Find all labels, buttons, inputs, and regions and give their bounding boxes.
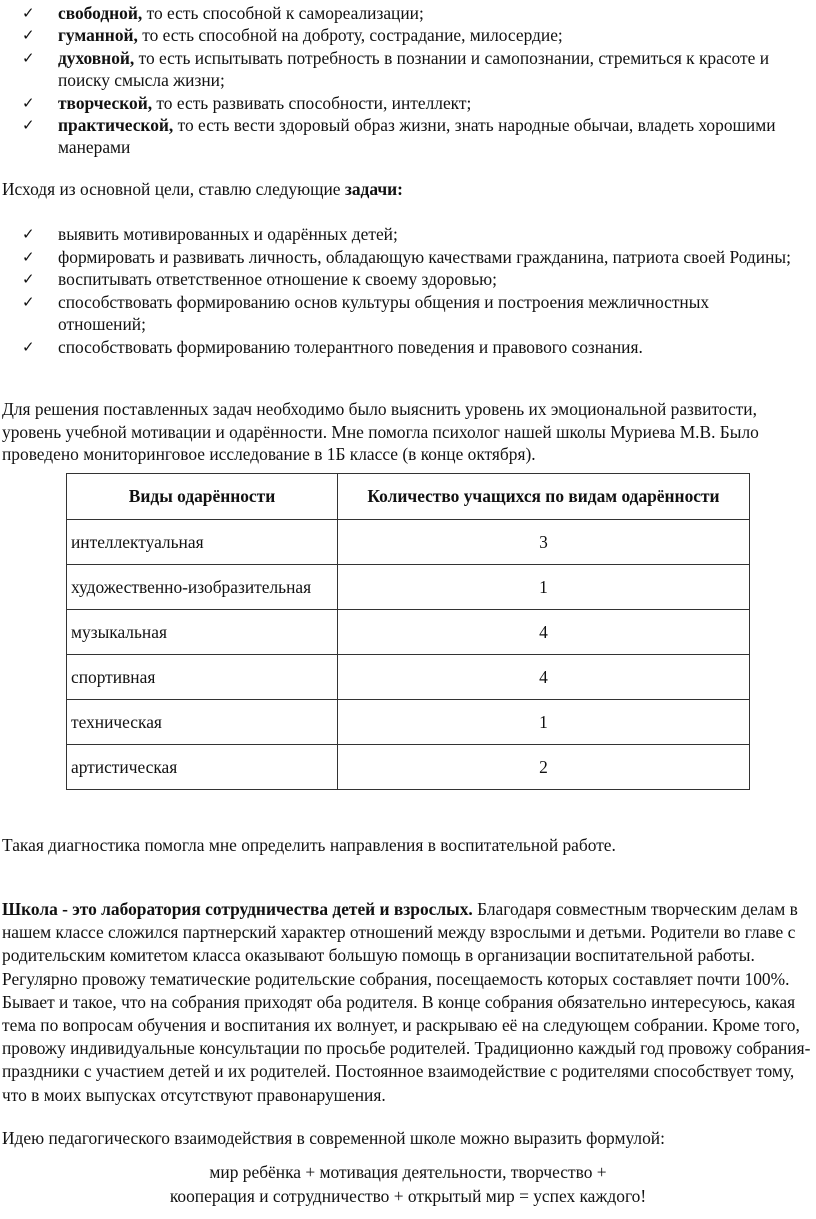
student-count: 4 [338,610,750,655]
task-text: формировать и развивать личность, обладающую качествами гражданина, патриота своей Родины; [58,246,791,267]
student-count: 1 [338,700,750,745]
school-paragraph [2,898,814,1107]
quality-text: то есть развивать способности, интеллект; [152,92,472,113]
student-count: 4 [338,655,750,700]
list-item [0,336,800,359]
list-item [0,223,800,246]
student-count: 3 [338,520,750,565]
checkmark-icon: ✓ [22,26,35,45]
tasks-intro [2,178,814,201]
checkmark-icon: ✓ [22,337,35,356]
giftedness-table [66,473,750,790]
giftedness-type: техническая [67,700,338,745]
giftedness-type: художественно-изобразительная [67,565,338,610]
quality-term: духовной, [58,47,135,68]
checkmark-icon: ✓ [22,225,35,243]
quality-text: то есть вести здоровый образ жизни, знать народные обычаи, владеть хорошими манерами [58,115,776,158]
qualities-list [0,2,800,159]
quality-text: то есть испытывать потребность в познании и самопознании, стремиться к красоте и поиску смысла жизни; [58,47,769,91]
quality-term: гуманной, [58,25,138,46]
table-row [67,655,750,700]
list-item [0,114,800,159]
task-text: способствовать формированию основ культуры общения и построения межличностных отношений; [58,291,710,335]
formula-line-2: кооперация и сотрудничество + открытый мир = успех каждого! [169,1186,647,1206]
table-row [67,610,750,655]
student-count: 1 [338,565,750,610]
diagnostics-sentence: Такая диагностика помогла мне определить направления в воспитательной работе. [2,835,616,855]
student-count: 2 [338,745,750,790]
column-header-type: Виды одарённости [67,474,338,520]
school-paragraph-heading: Школа - это лаборатория сотрудничества детей и взрослых. [2,899,473,919]
task-text: способствовать формированию толерантного поведения и правового сознания. [58,336,643,357]
tasks-list [0,223,800,359]
list-item [0,24,800,46]
column-header-count: Количество учащихся по видам одарённости [338,474,750,520]
list-item [0,47,800,92]
quality-term: практической, [58,115,174,136]
quality-text: то есть способной к самореализации; [142,3,424,23]
list-item [0,291,800,336]
quality-term: творческой, [58,92,153,113]
quality-term: свободной, [58,3,143,23]
checkmark-icon: ✓ [22,93,35,112]
giftedness-type: спортивная [67,655,338,700]
table-row [67,565,750,610]
list-item [0,268,800,291]
school-paragraph-text: Благодаря совместным творческим делам в нашем классе сложился партнерский характер отношений между взрослыми и детьми. Родители во главе с родительским комитетом класса оказывают большую помощь в организации воспитательной работы. Регулярно провожу тематические родительские собрания, посещаемость которых составляет почти 100%. Бывает и такое, что на собрания приходят оба родителя. В конце собрания обязательно интересуюсь, какая тема по вопросам обучения и воспитания их волнует, и раскрываю её на следующем собрании. Кроме того, провожу индивидуальные консультации по просьбе родителей. Традиционно каждый год провожу собрания-праздники с участием детей и их родителей. Постоянное взаимодействие с родителями способствует тому, что в моих выпусках отсутствуют правонарушения. [2,899,811,1105]
quality-text: то есть способной на доброту, сострадание, милосердие; [137,25,563,46]
checkmark-icon: ✓ [22,116,35,135]
checkmark-icon: ✓ [22,48,35,67]
tasks-intro-bold: задачи: [344,179,403,199]
checkmark-icon: ✓ [22,292,35,311]
checkmark-icon: ✓ [22,247,35,266]
giftedness-type: артистическая [67,745,338,790]
list-item [0,92,800,114]
table-row [67,520,750,565]
formula-line-1: мир ребёнка + мотивация деятельности, творчество + [209,1162,607,1182]
giftedness-type: музыкальная [67,610,338,655]
list-item [0,2,800,24]
table-header-row [67,474,750,520]
checkmark-icon: ✓ [22,4,35,22]
research-paragraph: Для решения поставленных задач необходимо было выяснить уровень их эмоциональной развитости, уровень учебной мотивации и одарённости. Мне помогла психолог нашей школы Муриева М.В. Было проведено мониторинговое исследование в 1Б классе (в конце октября). [2,399,759,464]
checkmark-icon: ✓ [22,270,35,289]
tasks-intro-text: Исходя из основной цели, ставлю следующие [2,179,345,199]
table-row [67,700,750,745]
task-text: выявить мотивированных и одарённых детей; [58,224,398,244]
giftedness-type: интеллектуальная [67,520,338,565]
list-item [0,246,800,269]
task-text: воспитывать ответственное отношение к своему здоровью; [58,269,498,290]
formula-intro: Идею педагогического взаимодействия в современной школе можно выразить формулой: [2,1128,665,1148]
table-row [67,745,750,790]
